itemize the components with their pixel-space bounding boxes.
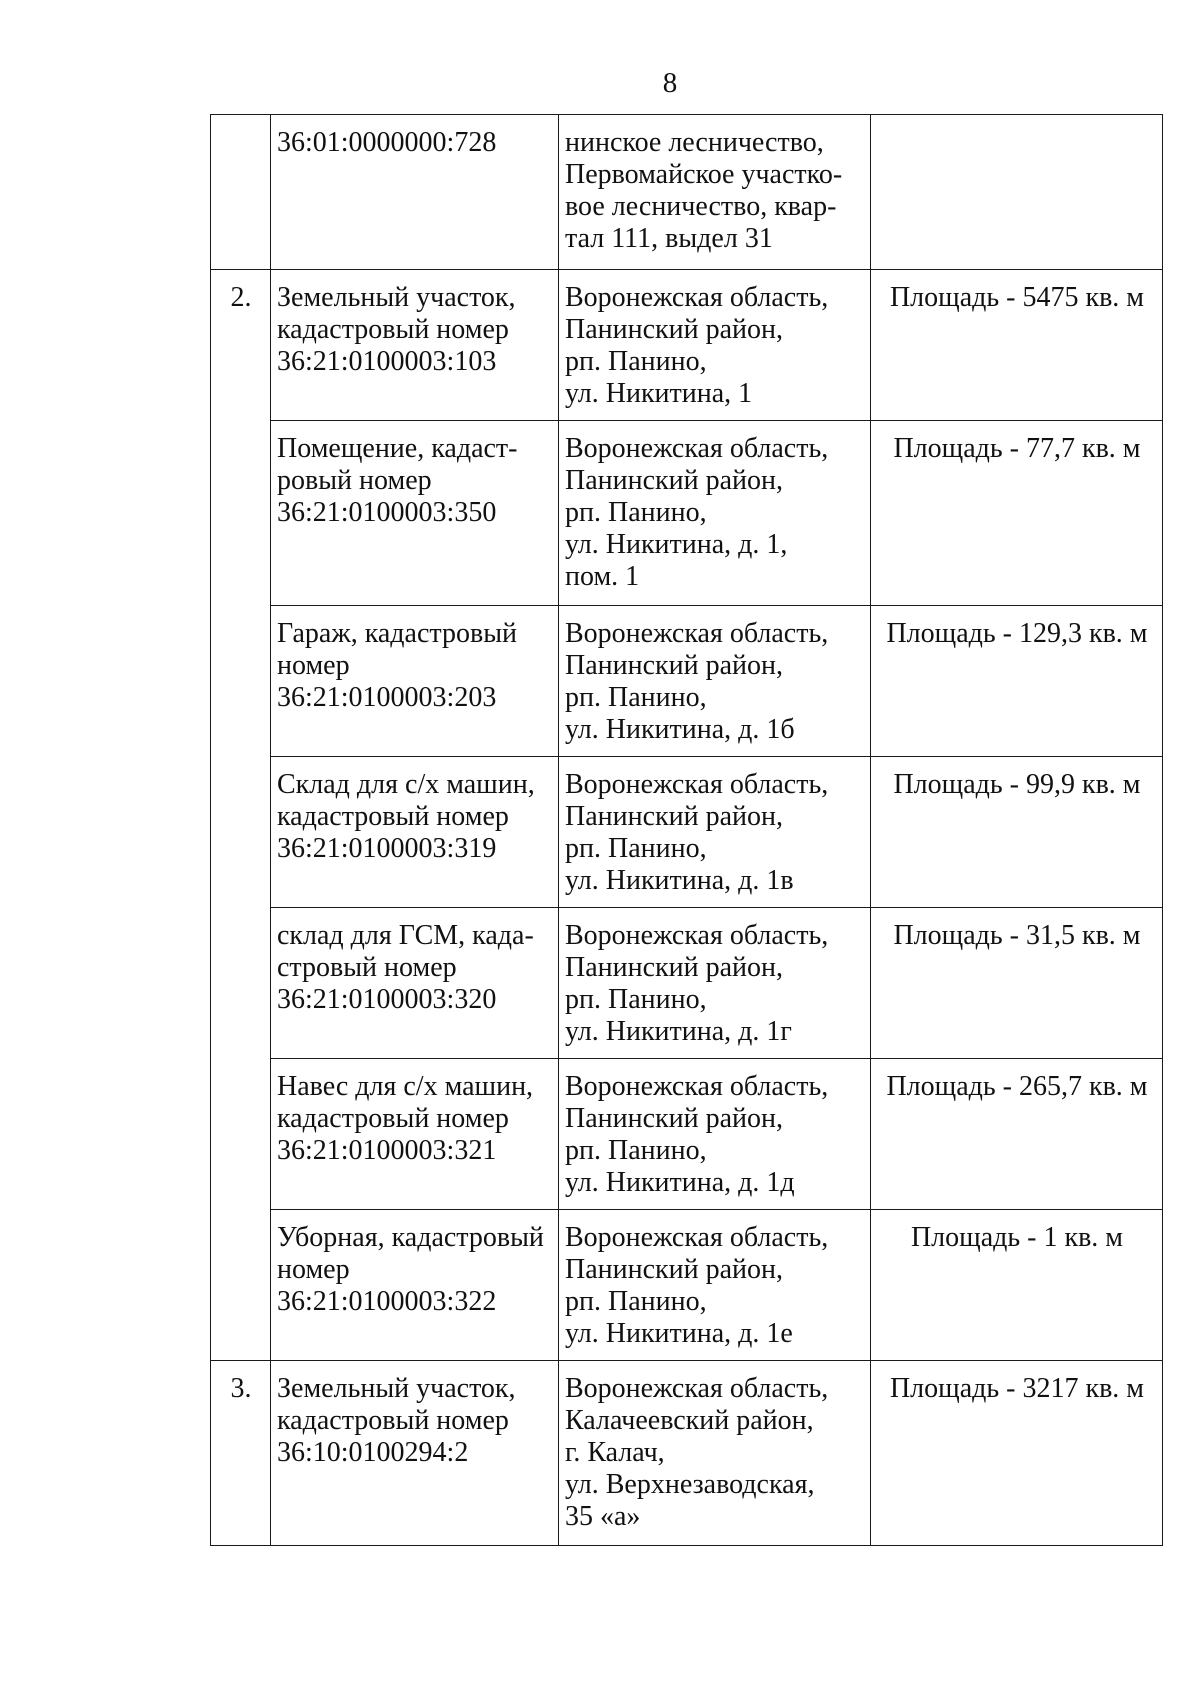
row-number [211,1210,271,1361]
object-address: Воронежская область, Панинский район, рп. Панино, ул. Никитина, д. 1б [559,606,871,757]
table-row [211,757,1163,908]
object-address: нинское лесничество, Первомайское участко- вое лесничество, квар- тал 111, выдел 31 [559,115,871,270]
object-area: Площадь - 5475 кв. м [871,270,1163,421]
object-address: Воронежская область, Панинский район, рп. Панино, ул. Никитина, д. 1е [559,1210,871,1361]
object-description: Склад для с/х машин, кадастровый номер 36:21:0100003:319 [271,757,559,908]
object-description: Навес для с/х машин, кадастровый номер 36:21:0100003:321 [271,1059,559,1210]
table-row [211,1210,1163,1361]
table-row [211,908,1163,1059]
page-number: 8 [662,67,678,99]
table-row [211,115,1163,270]
row-number [211,606,271,757]
object-address: Воронежская область, Панинский район, рп. Панино, ул. Никитина, д. 1д [559,1059,871,1210]
table-row [211,1361,1163,1546]
table-row [211,270,1163,421]
row-number [211,421,271,606]
row-number: 3. [211,1361,271,1546]
object-description: Земельный участок, кадастровый номер 36:10:0100294:2 [271,1361,559,1546]
property-table [210,114,1163,1546]
row-number [211,757,271,908]
object-area: Площадь - 99,9 кв. м [871,757,1163,908]
object-description: склад для ГСМ, када- стровый номер 36:21:0100003:320 [271,908,559,1059]
object-address: Воронежская область, Панинский район, рп. Панино, ул. Никитина, 1 [559,270,871,421]
object-description: Уборная, кадастровый номер 36:21:0100003:322 [271,1210,559,1361]
table-row [211,606,1163,757]
object-description: Земельный участок, кадастровый номер 36:21:0100003:103 [271,270,559,421]
object-description: 36:01:0000000:728 [271,115,559,270]
object-area: Площадь - 31,5 кв. м [871,908,1163,1059]
object-area: Площадь - 129,3 кв. м [871,606,1163,757]
row-number: 2. [211,270,271,421]
object-area: Площадь - 1 кв. м [871,1210,1163,1361]
table-row [211,1059,1163,1210]
object-area [871,115,1163,270]
object-area: Площадь - 3217 кв. м [871,1361,1163,1546]
row-number [211,908,271,1059]
row-number [211,115,271,270]
object-address: Воронежская область, Панинский район, рп. Панино, ул. Никитина, д. 1, пом. 1 [559,421,871,606]
object-area: Площадь - 77,7 кв. м [871,421,1163,606]
object-description: Гараж, кадастровый номер 36:21:0100003:203 [271,606,559,757]
table-row [211,421,1163,606]
object-address: Воронежская область, Калачеевский район, г. Калач, ул. Верхнезаводская, 35 «а» [559,1361,871,1546]
object-area: Площадь - 265,7 кв. м [871,1059,1163,1210]
object-address: Воронежская область, Панинский район, рп. Панино, ул. Никитина, д. 1г [559,908,871,1059]
row-number [211,1059,271,1210]
object-address: Воронежская область, Панинский район, рп. Панино, ул. Никитина, д. 1в [559,757,871,908]
object-description: Помещение, кадаст- ровый номер 36:21:0100003:350 [271,421,559,606]
